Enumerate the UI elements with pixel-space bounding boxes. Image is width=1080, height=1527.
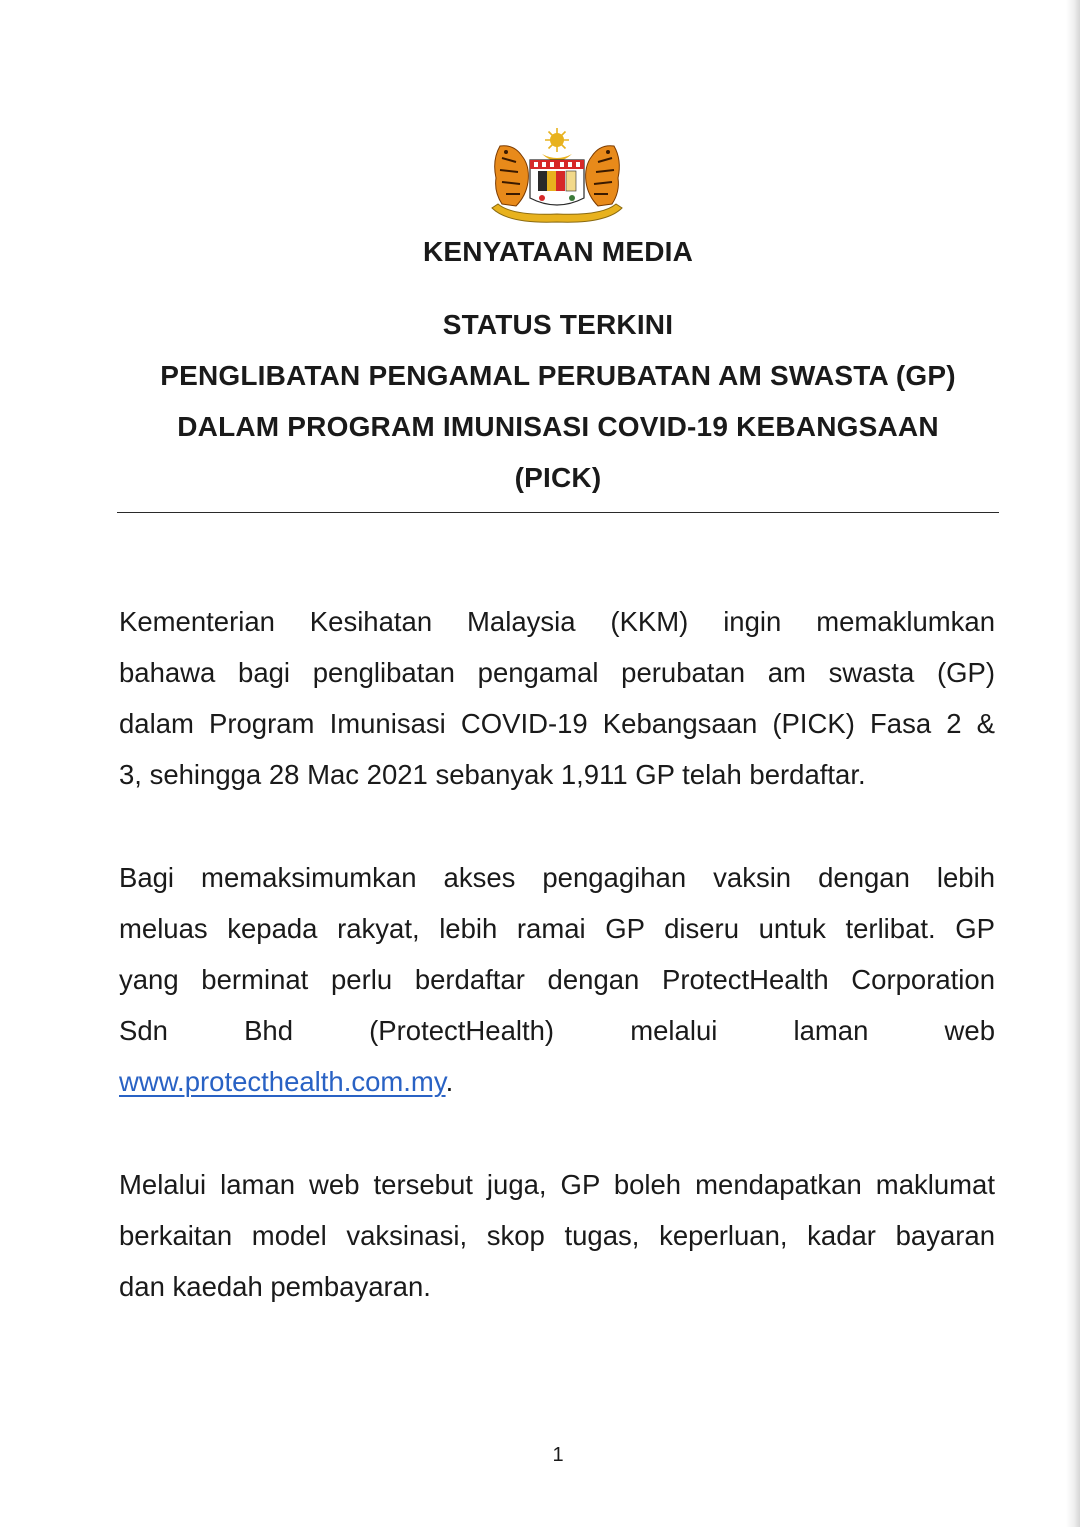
title-line-1: STATUS TERKINI	[442, 309, 674, 340]
link-suffix: .	[445, 1066, 454, 1097]
paragraph-2	[119, 852, 995, 1107]
paragraph-2-line: Bagi memaksimumkan akses pengagihan vaksin dengan lebih	[119, 862, 995, 893]
page-edge-shadow	[1066, 0, 1080, 1527]
paragraph-2-line: meluas kepada rakyat, lebih ramai GP diseru untuk terlibat. GP	[119, 913, 995, 944]
paragraph-3-line: berkaitan model vaksinasi, skop tugas, keperluan, kadar bayaran	[119, 1220, 995, 1251]
paragraph-1-line: dalam Program Imunisasi COVID-19 Kebangsaan (PICK) Fasa 2 &	[119, 708, 995, 739]
paragraph-1	[119, 596, 995, 800]
paragraph-1-line: bahawa bagi penglibatan pengamal perubatan am swasta (GP)	[119, 657, 995, 688]
paragraph-3-line: Melalui laman web tersebut juga, GP boleh mendapatkan maklumat	[119, 1169, 995, 1200]
title-line-3: DALAM PROGRAM IMUNISASI COVID-19 KEBANGSAAN	[177, 411, 939, 442]
media-statement-heading: KENYATAAN MEDIA	[422, 236, 694, 267]
paragraph-2-line: Sdn Bhd (ProtectHealth) melalui laman web	[119, 1015, 995, 1046]
title-divider	[117, 512, 999, 513]
paragraph-3	[119, 1159, 995, 1312]
paragraph-2-line: yang berminat perlu berdaftar dengan ProtectHealth Corporation	[119, 964, 995, 995]
paragraph-1-line: 3, sehingga 28 Mac 2021 sebanyak 1,911 GP telah berdaftar.	[119, 759, 866, 790]
title-line-4: (PICK)	[514, 462, 602, 493]
paragraph-1-line: Kementerian Kesihatan Malaysia (KKM) ingin memaklumkan	[119, 606, 995, 637]
paragraph-3-line: dan kaedah pembayaran.	[119, 1271, 431, 1302]
page-number: 1	[552, 1444, 564, 1466]
paragraph-2-link-line	[119, 1056, 995, 1107]
title-line-2: PENGLIBATAN PENGAMAL PERUBATAN AM SWASTA (GP)	[160, 360, 956, 391]
protecthealth-link[interactable]: www.protecthealth.com.my	[119, 1066, 446, 1097]
coat-of-arms-icon	[486, 126, 628, 226]
